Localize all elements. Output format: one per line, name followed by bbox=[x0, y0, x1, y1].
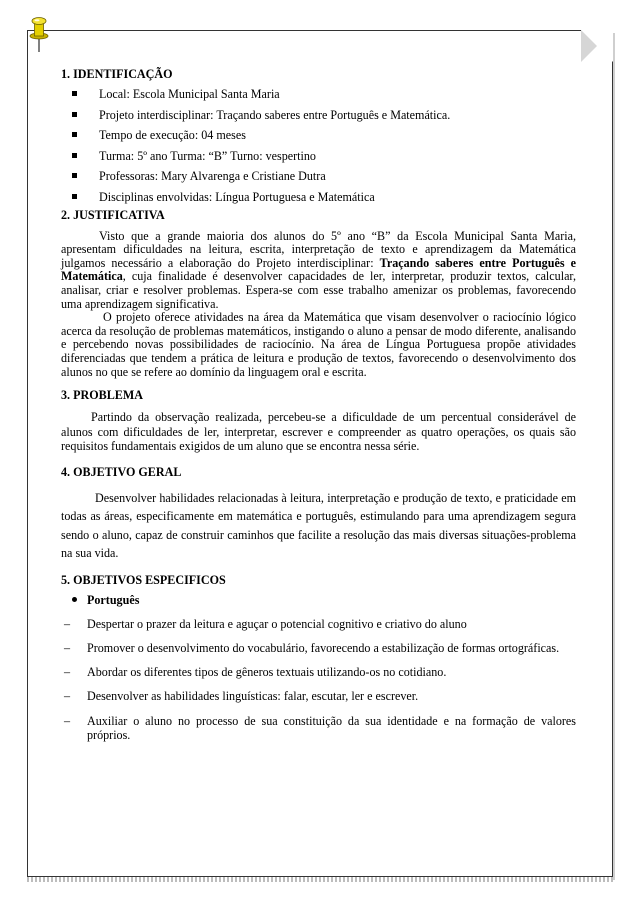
list-item: Turma: 5º ano Turma: “B” Turno: vespertino bbox=[61, 149, 576, 170]
list-item-text: Desenvolver as habilidades linguísticas: falar, escutar, ler e escrever. bbox=[87, 689, 419, 704]
justification-paragraph-2: O projeto oferece atividades na área da Matemática que visam desenvolver o raciocínio lógico acerca da resolução de problemas matemáticos, instigando o aluno a pensar de modo diferente, analisando e percebendo novas possibilidades de raciocínio. Na área de Língua Portuguesa propõe atividades diferenciadas que tendem a prática de leitura e produção de textos, favorecendo o desenvolvimento dos alunos no que se refere ao domínio da linguagem oral e escrita. bbox=[61, 310, 576, 379]
section-heading: 5. OBJETIVOS ESPECIFICOS bbox=[61, 572, 226, 587]
list-item bbox=[61, 617, 576, 631]
subject-portugues: Português bbox=[61, 593, 576, 607]
section-problema bbox=[61, 388, 576, 453]
project-name: Traçando saberes entre Português e Matemática bbox=[61, 255, 576, 284]
list-item bbox=[61, 714, 576, 743]
document-body bbox=[61, 67, 576, 742]
paragraph-text: Visto que a grande maioria dos alunos do 5º ano “B” da Escola Municipal Santa Maria, apresentam dificuldades na leitura, escrita, interpretação de texto e aprendizagem da Matemática julgamos necessário a elaboração do Projeto interdisciplinar: bbox=[61, 228, 576, 270]
section-heading: 4. OBJETIVO GERAL bbox=[61, 465, 182, 480]
justification-paragraph-1 bbox=[61, 230, 576, 312]
section-heading: 1. IDENTIFICAÇÃO bbox=[61, 67, 173, 81]
dash-bullet: – bbox=[64, 713, 71, 728]
section-objetivos-especificos bbox=[61, 573, 576, 742]
identification-list bbox=[61, 87, 576, 210]
list-item bbox=[61, 641, 576, 655]
list-item-text: Abordar os diferentes tipos de gêneros textuais utilizando-os no cotidiano. bbox=[87, 665, 447, 680]
page-bottom-shadow bbox=[27, 877, 613, 882]
section-objetivo-geral bbox=[61, 465, 576, 563]
pushpin-icon bbox=[26, 14, 52, 54]
list-item-text: Despertar o prazer da leitura e aguçar o potencial cognitivo e criativo do aluno bbox=[87, 616, 467, 631]
list-item: Local: Escola Municipal Santa Maria bbox=[61, 87, 576, 108]
section-identificacao bbox=[61, 67, 576, 210]
list-item bbox=[61, 665, 576, 679]
list-item: Projeto interdisciplinar: Traçando saberes entre Português e Matemática. bbox=[61, 108, 576, 129]
list-item bbox=[61, 689, 576, 703]
list-item: Disciplinas envolvidas: Língua Portuguesa e Matemática bbox=[61, 190, 576, 211]
list-item: Professoras: Mary Alvarenga e Cristiane Dutra bbox=[61, 169, 576, 190]
problem-paragraph: Partindo da observação realizada, percebeu-se a dificuldade de um percentual considerável de alunos com dificuldades de ler, interpretar, escrever e compreender as quatro operações, os quais são requisitos fundamentais exigidos de um aluno que se encontra nessa série. bbox=[61, 410, 576, 454]
section-justificativa bbox=[61, 208, 576, 379]
dash-bullet: – bbox=[64, 689, 71, 704]
dash-bullet: – bbox=[64, 640, 71, 655]
page-fold-corner bbox=[581, 30, 613, 62]
list-item-text: Auxiliar o aluno no processo de sua constituição da sua identidade e na formação de valores próprios. bbox=[87, 713, 576, 743]
general-objective-paragraph: Desenvolver habilidades relacionadas à leitura, interpretação e produção de texto, e praticidade em todas as áreas, especificamente em matemática e português, estimulando para uma aprendizagem segura sendo o aluno, capaz de construir caminhos que facilite a resolução das mais diversas situações-problema na sua vida. bbox=[61, 490, 576, 561]
dash-bullet: – bbox=[64, 665, 71, 680]
section-heading: 3. PROBLEMA bbox=[61, 388, 143, 403]
list-item-text: Promover o desenvolvimento do vocabulário, favorecendo a estabilização de formas ortográficas. bbox=[87, 640, 560, 655]
paragraph-text: , cuja finalidade é desenvolver capacidades de ler, interpretar, produzir textos, calcular, analisar, criar e resolver problemas. Espera-se com esse trabalho amenizar os problemas, favorecendo uma aprendizagem significativa. bbox=[61, 269, 576, 311]
list-item: Tempo de execução: 04 meses bbox=[61, 128, 576, 149]
section-heading: 2. JUSTIFICATIVA bbox=[61, 208, 165, 223]
dash-bullet: – bbox=[64, 616, 71, 631]
specific-objectives-list bbox=[61, 617, 576, 743]
